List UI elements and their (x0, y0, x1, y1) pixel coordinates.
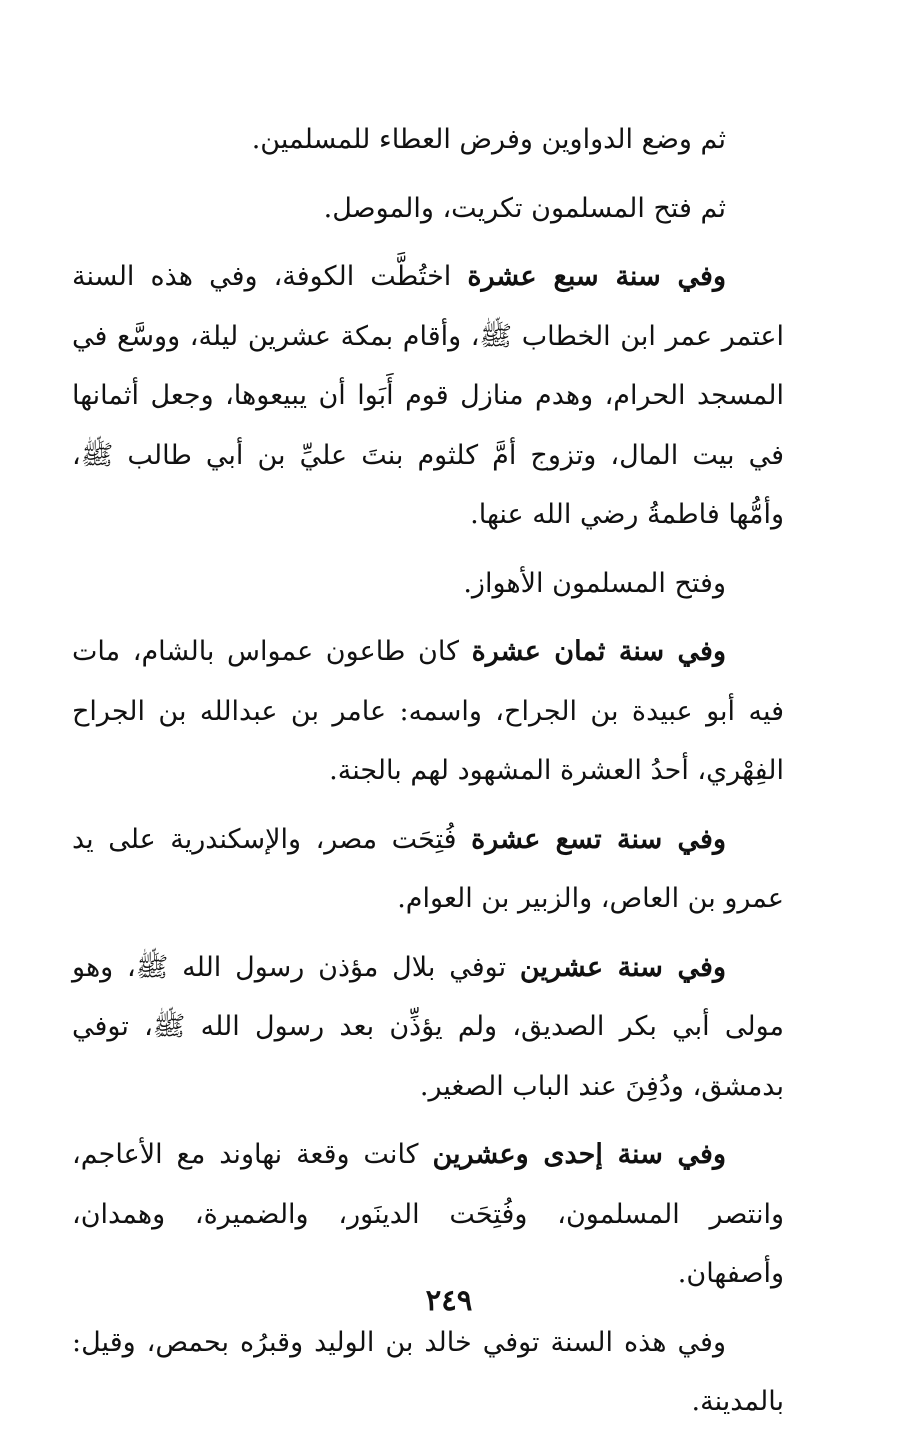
paragraph-6: وفي سنة تسع عشرة فُتِحَت مصر، والإسكندرية على يد عمرو بن العاص، والزبير بن العوام. (72, 823, 784, 914)
year-heading: وفي سنة عشرين (519, 951, 726, 983)
paragraph-2: ثم فتح المسلمون تكريت، والموصل. (323, 192, 726, 224)
paragraph-7: وفي سنة عشرين توفي بلال مؤذن رسول الله ﷺ، وهو مولى أبي بكر الصديق، ولم يؤذِّن بعد رسول الله ﷺ، توفي بدمشق، ودُفِنَ عند الباب الصغير. (72, 951, 784, 1102)
page-number: ٢٤٩ (425, 1283, 473, 1317)
year-heading: وفي سنة إحدى وعشرين (432, 1139, 726, 1170)
paragraph-1: ثم وضع الدواوين وفرض العطاء للمسلمين. (251, 124, 726, 155)
year-heading: وفي سنة سبع عشرة (467, 261, 726, 292)
paragraph-5: وفي سنة ثمان عشرة كان طاعون عمواس بالشام، مات فيه أبو عبيدة بن الجراح، واسمه: عامر بن عبدالله بن الجراح الفِهْري، أحدُ العشرة المشهود لهم بالجنة. (72, 636, 784, 786)
year-heading: وفي سنة ثمان عشرة (471, 636, 726, 667)
paragraph-4: وفتح المسلمون الأهواز. (463, 567, 726, 599)
paragraph-3: وفي سنة سبع عشرة اختُطَّت الكوفة، وفي هذه السنة اعتمر عمر ابن الخطاب ﷺ، وأقام بمكة عشرين ليلة، ووسَّع في المسجد الحرام، وهدم منازل قوم أَبَوا أن يبيعوها، وجعل أثمانها في بيت المال، وتزوج أمَّ كلثوم بنتَ عليِّ بن أبي طالب ﷺ، وأمُّها فاطمةُ رضي الله عنها. (72, 261, 784, 530)
paragraph-8: وفي سنة إحدى وعشرين كانت وقعة نهاوند مع الأعاجم، وانتصر المسلمون، وفُتِحَت الدينَور، والضميرة، وهمدان، وأصفهان. (72, 1139, 784, 1289)
body-text (72, 110, 784, 1432)
year-heading: وفي سنة تسع عشرة (471, 823, 726, 855)
paragraph-9: وفي هذه السنة توفي خالد بن الوليد وقبرُه بحمص، وقيل: بالمدينة. (72, 1326, 784, 1417)
